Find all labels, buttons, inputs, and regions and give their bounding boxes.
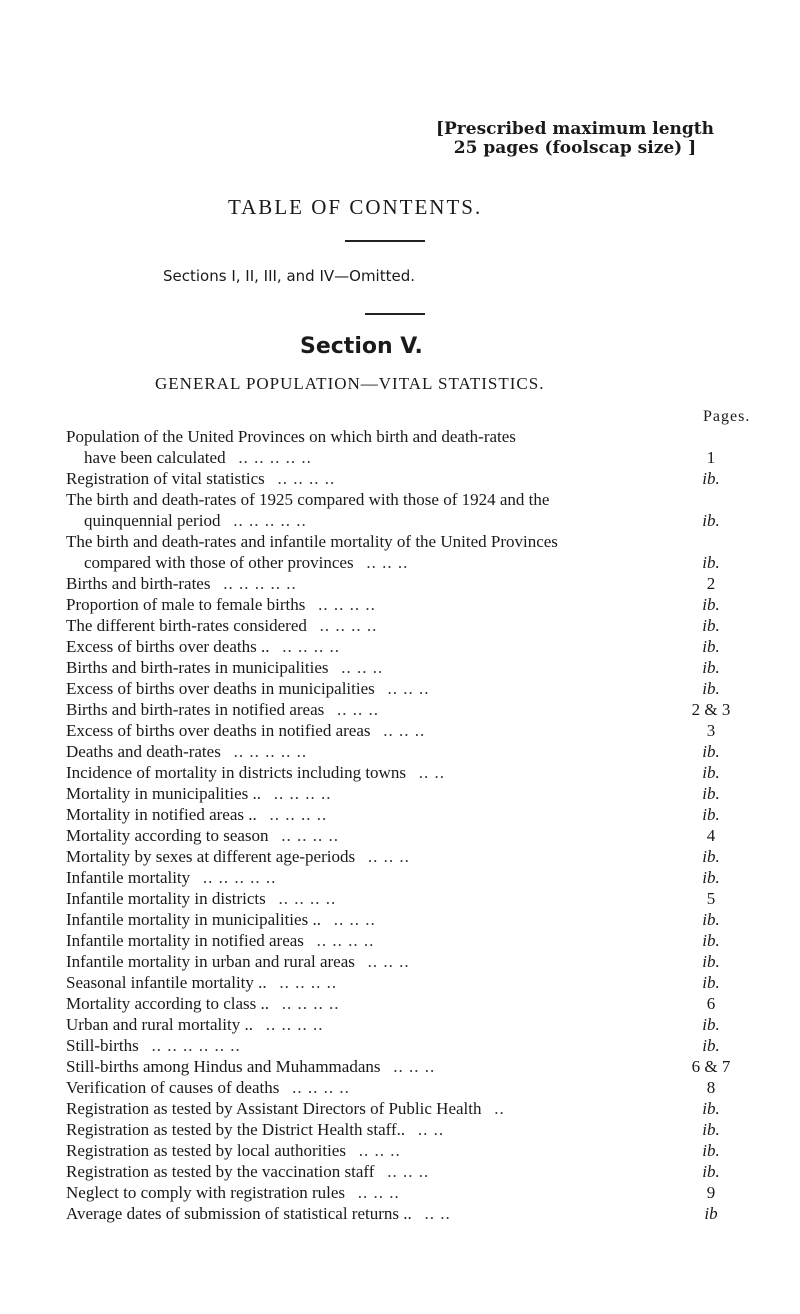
leader-dots: .. .. .. <box>383 721 426 740</box>
toc-entry-title <box>66 909 746 930</box>
note-line-1: [Prescribed maximum length <box>435 119 715 139</box>
toc-entry <box>66 972 746 993</box>
toc-entry-text: Infantile mortality in districts <box>66 889 266 908</box>
toc-entry-title <box>66 1077 746 1098</box>
toc-entry <box>66 846 746 867</box>
toc-entry <box>66 930 746 951</box>
page-number: ib. <box>702 931 720 950</box>
toc-entry <box>66 489 746 531</box>
toc-entry <box>66 531 746 573</box>
toc-entry-text: Mortality according to season <box>66 826 269 845</box>
toc-entry <box>66 825 746 846</box>
toc-entry <box>66 762 746 783</box>
toc-entry-text: Mortality in notified areas .. <box>66 805 257 824</box>
leader-dots: .. .. .. .. <box>316 931 375 950</box>
toc-entry <box>66 1140 746 1161</box>
leader-dots: .. .. <box>418 763 445 782</box>
page-number: ib. <box>702 952 720 971</box>
leader-dots: .. .. .. .. <box>279 973 338 992</box>
toc-entry-text: Births and birth-rates in municipalities <box>66 658 329 677</box>
divider <box>365 313 425 315</box>
toc-entry-title <box>66 468 746 489</box>
leader-dots: .. .. .. .. <box>281 826 340 845</box>
leader-dots: .. .. .. .. .. <box>202 868 277 887</box>
toc-entry-text: Registration as tested by Assistant Directors of Public Health <box>66 1099 482 1118</box>
toc-entry-text: have been calculated <box>84 448 226 467</box>
toc-entry <box>66 636 746 657</box>
toc-entry-title <box>66 951 746 972</box>
leader-dots: .. .. .. .. <box>278 889 337 908</box>
toc-entry-title <box>66 825 746 846</box>
leader-dots: .. .. .. .. .. <box>233 511 307 530</box>
page-number: 6 & 7 <box>691 1057 731 1076</box>
section-heading: Section V. <box>300 334 423 359</box>
toc-entry <box>66 426 746 468</box>
leader-dots: .. .. <box>424 1204 451 1223</box>
toc-entry-text: Infantile mortality in urban and rural areas <box>66 952 355 971</box>
toc-entry-title <box>66 1014 746 1035</box>
toc-entry <box>66 615 746 636</box>
toc-entry <box>66 909 746 930</box>
page-number: ib. <box>702 658 720 677</box>
toc-entry <box>66 573 746 594</box>
toc-entry-title <box>66 867 746 888</box>
leader-dots: .. .. .. .. <box>319 616 378 635</box>
page-number: ib. <box>702 511 720 530</box>
leader-dots: .. .. .. <box>393 1057 436 1076</box>
toc-entry-title <box>66 762 746 783</box>
page-number: ib. <box>702 847 720 866</box>
toc-entry-text: Excess of births over deaths in notified areas <box>66 721 371 740</box>
leader-dots: .. .. .. .. <box>292 1078 350 1097</box>
page-number: 2 & 3 <box>691 700 731 719</box>
toc-entry-title <box>66 1203 746 1224</box>
leader-dots: .. .. .. .. .. <box>238 448 312 467</box>
toc-entry-title <box>66 804 746 825</box>
note-line-2: 25 pages (foolscap size) ] <box>453 138 697 158</box>
leader-dots: .. .. .. .. .. <box>223 574 297 593</box>
toc-entry <box>66 1098 746 1119</box>
leader-dots: .. .. .. .. <box>277 469 336 488</box>
page-number: ib. <box>702 553 720 572</box>
leader-dots: .. .. .. <box>358 1141 401 1160</box>
toc-entry <box>66 951 746 972</box>
leader-dots: .. .. .. <box>366 553 409 572</box>
toc-entry-title <box>66 888 746 909</box>
toc-entry-text: Births and birth-rates <box>66 574 211 593</box>
toc-entry-title <box>66 1056 746 1077</box>
toc-entry-title <box>66 657 746 678</box>
toc-entry-text: Infantile mortality <box>66 868 191 887</box>
toc-entry-title <box>66 930 746 951</box>
toc-entry-title <box>66 447 746 468</box>
toc-entry <box>66 657 746 678</box>
page-number: ib. <box>702 679 720 698</box>
toc-entry-text: Registration as tested by the vaccination staff <box>66 1162 375 1181</box>
toc-entry <box>66 741 746 762</box>
toc-entry-text: Births and birth-rates in notified areas <box>66 700 325 719</box>
leader-dots: .. .. .. .. <box>269 805 328 824</box>
toc-entry-title <box>66 1140 746 1161</box>
toc-entry-title <box>66 573 746 594</box>
page-number: 2 <box>706 574 716 593</box>
leader-dots: .. .. .. <box>341 658 384 677</box>
page-number: 5 <box>706 889 716 908</box>
toc-entry-title <box>66 720 746 741</box>
toc-entry <box>66 867 746 888</box>
leader-dots: .. .. <box>417 1120 445 1139</box>
page-number: 3 <box>706 721 716 740</box>
toc-entry-text: Mortality according to class .. <box>66 994 270 1013</box>
toc-entry-text: The different birth-rates considered <box>66 616 307 635</box>
divider <box>345 240 425 242</box>
toc-entry <box>66 1161 746 1182</box>
leader-dots: .. .. .. .. <box>281 994 340 1013</box>
toc-entry <box>66 1203 746 1224</box>
toc-entry-title <box>66 1035 746 1056</box>
toc-entry-text: Still-births <box>66 1036 139 1055</box>
page-number: ib. <box>702 469 720 488</box>
leader-dots: .. .. .. .. .. .. <box>151 1036 241 1055</box>
toc-entry-title <box>66 552 746 573</box>
page-number: ib. <box>702 616 720 635</box>
toc-entry-title <box>66 636 746 657</box>
toc-entry-text: Excess of births over deaths .. <box>66 637 270 656</box>
toc-entry <box>66 1182 746 1203</box>
page-number: ib. <box>702 784 720 803</box>
toc-entry-title <box>66 741 746 762</box>
leader-dots: .. .. .. <box>336 700 379 719</box>
toc-entry-title <box>66 972 746 993</box>
page-number: 6 <box>706 994 716 1013</box>
toc-entry-title <box>66 993 746 1014</box>
toc-entry <box>66 804 746 825</box>
toc-entry <box>66 993 746 1014</box>
toc-entry-title <box>66 1098 746 1119</box>
page-number: 9 <box>706 1183 716 1202</box>
page-number: ib <box>704 1204 718 1223</box>
toc-entry <box>66 699 746 720</box>
toc-entry <box>66 783 746 804</box>
toc-entry-text: Registration as tested by local authorities <box>66 1141 346 1160</box>
toc-entry <box>66 888 746 909</box>
omitted-sections-note: Sections I, II, III, and IV—Omitted. <box>163 267 416 285</box>
leader-dots: .. .. .. <box>367 847 410 866</box>
toc-entry-text: Verification of causes of deaths <box>66 1078 280 1097</box>
page-number: 8 <box>706 1078 716 1097</box>
leader-dots: .. .. .. .. <box>273 784 332 803</box>
toc-entry-text: Excess of births over deaths in municipalities <box>66 679 375 698</box>
prescribed-length-note <box>425 120 725 158</box>
toc-entry-text: Urban and rural mortality .. <box>66 1015 253 1034</box>
toc-entry-text: Average dates of submission of statistical returns .. <box>66 1204 412 1223</box>
toc-entry-title <box>66 594 746 615</box>
toc-entry-text: Proportion of male to female births <box>66 595 306 614</box>
page-number: ib. <box>702 1162 720 1181</box>
page-number: ib. <box>702 595 720 614</box>
page-number: ib. <box>702 1036 720 1055</box>
leader-dots: .. .. .. .. <box>318 595 376 614</box>
leader-dots: .. .. .. <box>367 952 410 971</box>
toc-entry-text: Neglect to comply with registration rules <box>66 1183 346 1202</box>
toc-entry <box>66 1014 746 1035</box>
toc-entry-title <box>66 783 746 804</box>
toc-entry <box>66 678 746 699</box>
page-number: ib. <box>702 1141 720 1160</box>
page-number: ib. <box>702 805 720 824</box>
toc-entry-title <box>66 1119 746 1140</box>
toc-entry-text: Seasonal infantile mortality .. <box>66 973 267 992</box>
toc-entry-text: Registration of vital statistics <box>66 469 265 488</box>
toc-entry-title <box>66 510 746 531</box>
leader-dots: .. .. .. .. <box>265 1015 324 1034</box>
page-title: TABLE OF CONTENTS. <box>228 195 483 219</box>
toc-entry-title <box>66 1182 746 1203</box>
toc-entry-title: The birth and death-rates and infantile mortality of the United Provinces <box>66 532 558 551</box>
toc-entry-title <box>66 699 746 720</box>
page-number: ib. <box>702 868 720 887</box>
toc-entry-text: Mortality by sexes at different age-periods <box>66 847 356 866</box>
toc-entry <box>66 720 746 741</box>
toc-entry-text: Incidence of mortality in districts including towns <box>66 763 406 782</box>
toc-entry-text: Infantile mortality in municipalities .. <box>66 910 321 929</box>
toc-entry-text: Infantile mortality in notified areas <box>66 931 304 950</box>
toc-list <box>66 426 746 1224</box>
toc-entry-title <box>66 1161 746 1182</box>
toc-entry <box>66 1035 746 1056</box>
toc-entry <box>66 468 746 489</box>
toc-entry-text: Deaths and death-rates <box>66 742 221 761</box>
leader-dots: .. .. .. <box>357 1183 400 1202</box>
leader-dots: .. .. .. <box>387 679 430 698</box>
toc-entry <box>66 1056 746 1077</box>
page-number: ib. <box>702 1015 720 1034</box>
section-subtitle: GENERAL POPULATION—VITAL STATISTICS. <box>155 374 545 393</box>
leader-dots: .. .. .. .. <box>282 637 340 656</box>
toc-entry-text: Still-births among Hindus and Muhammadans <box>66 1057 381 1076</box>
page-number: 4 <box>706 826 716 845</box>
leader-dots: .. .. .. .. .. <box>233 742 308 761</box>
toc-entry-text: compared with those of other provinces <box>84 553 354 572</box>
leader-dots: .. <box>494 1099 505 1118</box>
toc-entry-title: The birth and death-rates of 1925 compared with those of 1924 and the <box>66 490 550 509</box>
toc-entry-text: Registration as tested by the District Health staff.. <box>66 1120 406 1139</box>
page-number: ib. <box>702 910 720 929</box>
leader-dots: .. .. .. <box>387 1162 430 1181</box>
leader-dots: .. .. .. <box>333 910 376 929</box>
page-number: ib. <box>702 973 720 992</box>
toc-entry <box>66 1119 746 1140</box>
toc-entry-title <box>66 846 746 867</box>
toc-entry-title <box>66 678 746 699</box>
toc-entry <box>66 1077 746 1098</box>
page-number: ib. <box>702 637 720 656</box>
toc-entry-text: quinquennial period <box>84 511 221 530</box>
page-number: ib. <box>702 1120 720 1139</box>
toc-entry-title <box>66 615 746 636</box>
page-number: ib. <box>702 763 720 782</box>
page-number: 1 <box>706 448 716 467</box>
pages-column-heading: Pages. <box>703 408 751 425</box>
toc-entry-text: Mortality in municipalities .. <box>66 784 262 803</box>
toc-entry-title: Population of the United Provinces on which birth and death-rates <box>66 427 516 446</box>
page-number: ib. <box>702 742 720 761</box>
page-number: ib. <box>702 1099 720 1118</box>
toc-entry <box>66 594 746 615</box>
